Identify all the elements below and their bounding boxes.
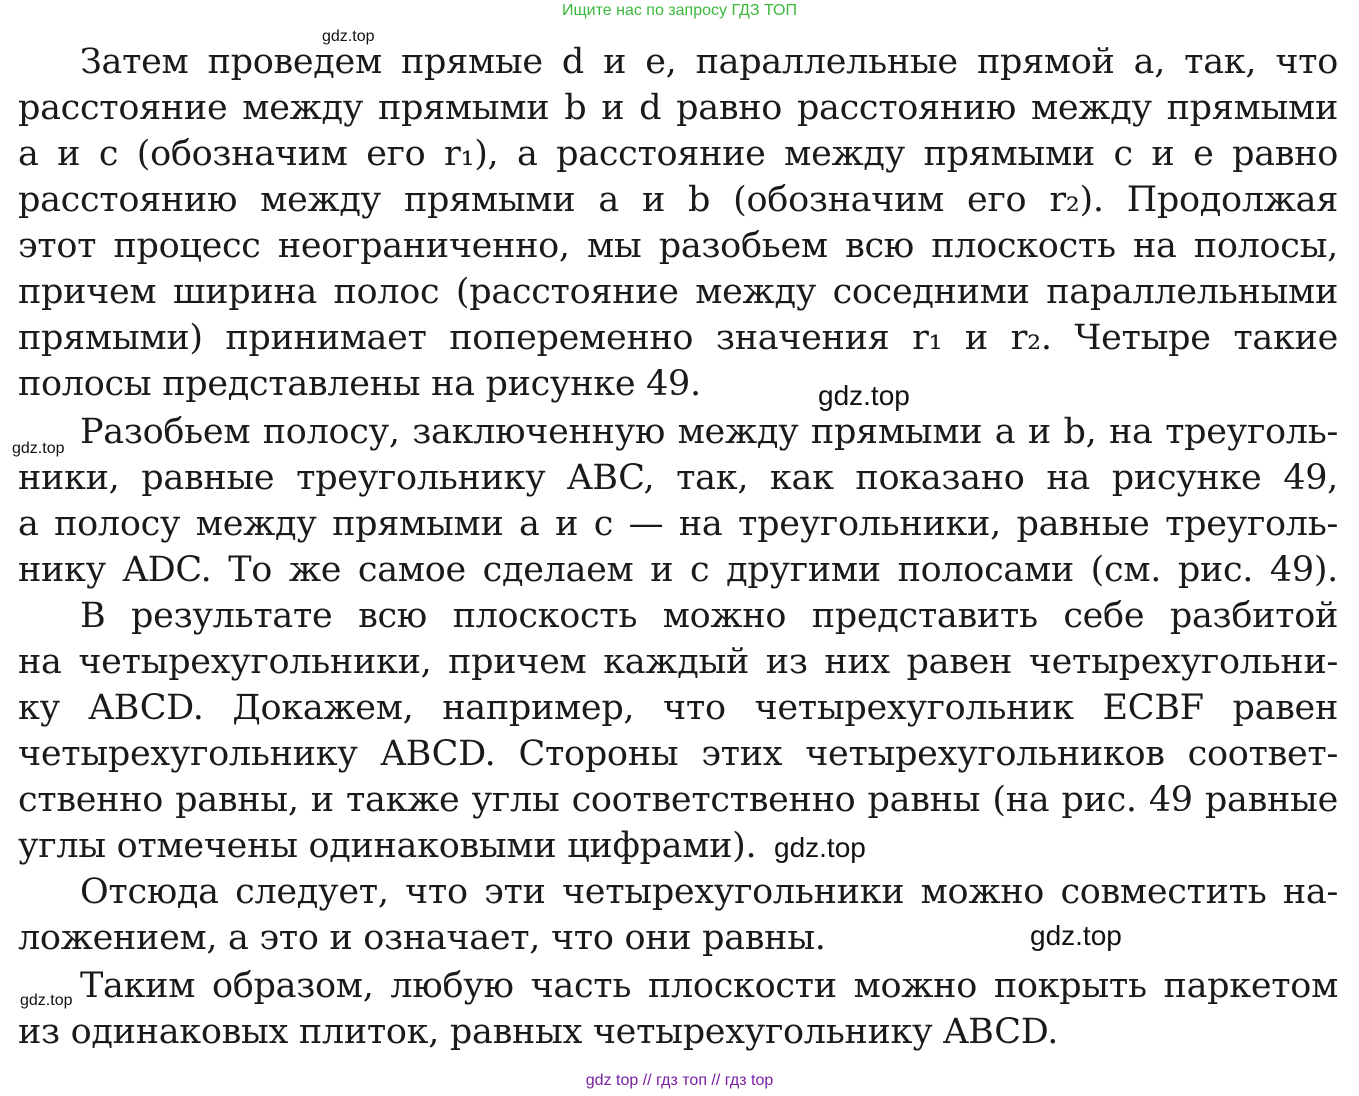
- text-line: В результате всю плоскость можно представить себе разбитой: [80, 596, 1338, 636]
- text-line: четырехугольнику ABCD. Стороны этих четырехугольников соответ-: [18, 734, 1338, 774]
- watermark: gdz.top: [774, 832, 866, 863]
- watermark: gdz.top: [12, 440, 65, 457]
- text-line: расстояние между прямыми b и d равно расстоянию между прямыми: [18, 88, 1338, 128]
- text-line: Отсюда следует, что эти четырехугольники можно совместить на-: [80, 872, 1338, 912]
- text-line: этот процесс неограниченно, мы разобьем всю плоскость на полосы,: [18, 226, 1338, 266]
- text-line: ку ABCD. Докажем, например, что четырехугольник ECBF равен: [18, 688, 1338, 728]
- text-line: Разобьем полосу, заключенную между прямыми a и b, на треуголь-: [80, 412, 1338, 452]
- text-line: на четырехугольники, причем каждый из них равен четырехугольни-: [18, 642, 1338, 682]
- text-line: ники, равные треугольнику ABC, так, как показано на рисунке 49,: [18, 458, 1338, 498]
- text-line: из одинаковых плиток, равных четырехугольнику ABCD.: [18, 1012, 1059, 1052]
- text-line: причем ширина полос (расстояние между соседними параллельными: [18, 272, 1338, 312]
- watermark: gdz.top: [20, 992, 73, 1009]
- text-line: a и c (обозначим его r₁), а расстояние между прямыми c и e равно: [18, 134, 1338, 174]
- top-banner: Ищите нас по запросу ГДЗ ТОП: [562, 2, 797, 19]
- watermark: gdz.top: [322, 28, 375, 45]
- text-line: ложением, а это и означает, что они равны.: [18, 918, 826, 958]
- text-line: Таким образом, любую часть плоскости можно покрыть паркетом: [80, 966, 1338, 1006]
- watermark: gdz.top: [1030, 920, 1122, 951]
- text-line: прямыми) принимает попеременно значения r₁ и r₂. Четыре такие: [18, 318, 1338, 358]
- bottom-banner: gdz top // гдз топ // гдз top: [585, 1072, 774, 1089]
- text-line: полосы представлены на рисунке 49.: [18, 364, 701, 404]
- text-line: ственно равны, и также углы соответственно равны (на рис. 49 равные: [18, 780, 1338, 820]
- text-line: расстоянию между прямыми a и b (обозначим его r₂). Продолжая: [18, 180, 1338, 220]
- text-line: Затем проведем прямые d и e, параллельные прямой a, так, что: [80, 42, 1338, 82]
- text-line: нику ADC. То же самое сделаем и с другими полосами (см. рис. 49).: [18, 550, 1338, 590]
- text-line: углы отмечены одинаковыми цифрами).: [18, 826, 757, 866]
- text-line: а полосу между прямыми a и c — на треугольники, равные треуголь-: [18, 504, 1338, 544]
- watermark: gdz.top: [818, 380, 910, 411]
